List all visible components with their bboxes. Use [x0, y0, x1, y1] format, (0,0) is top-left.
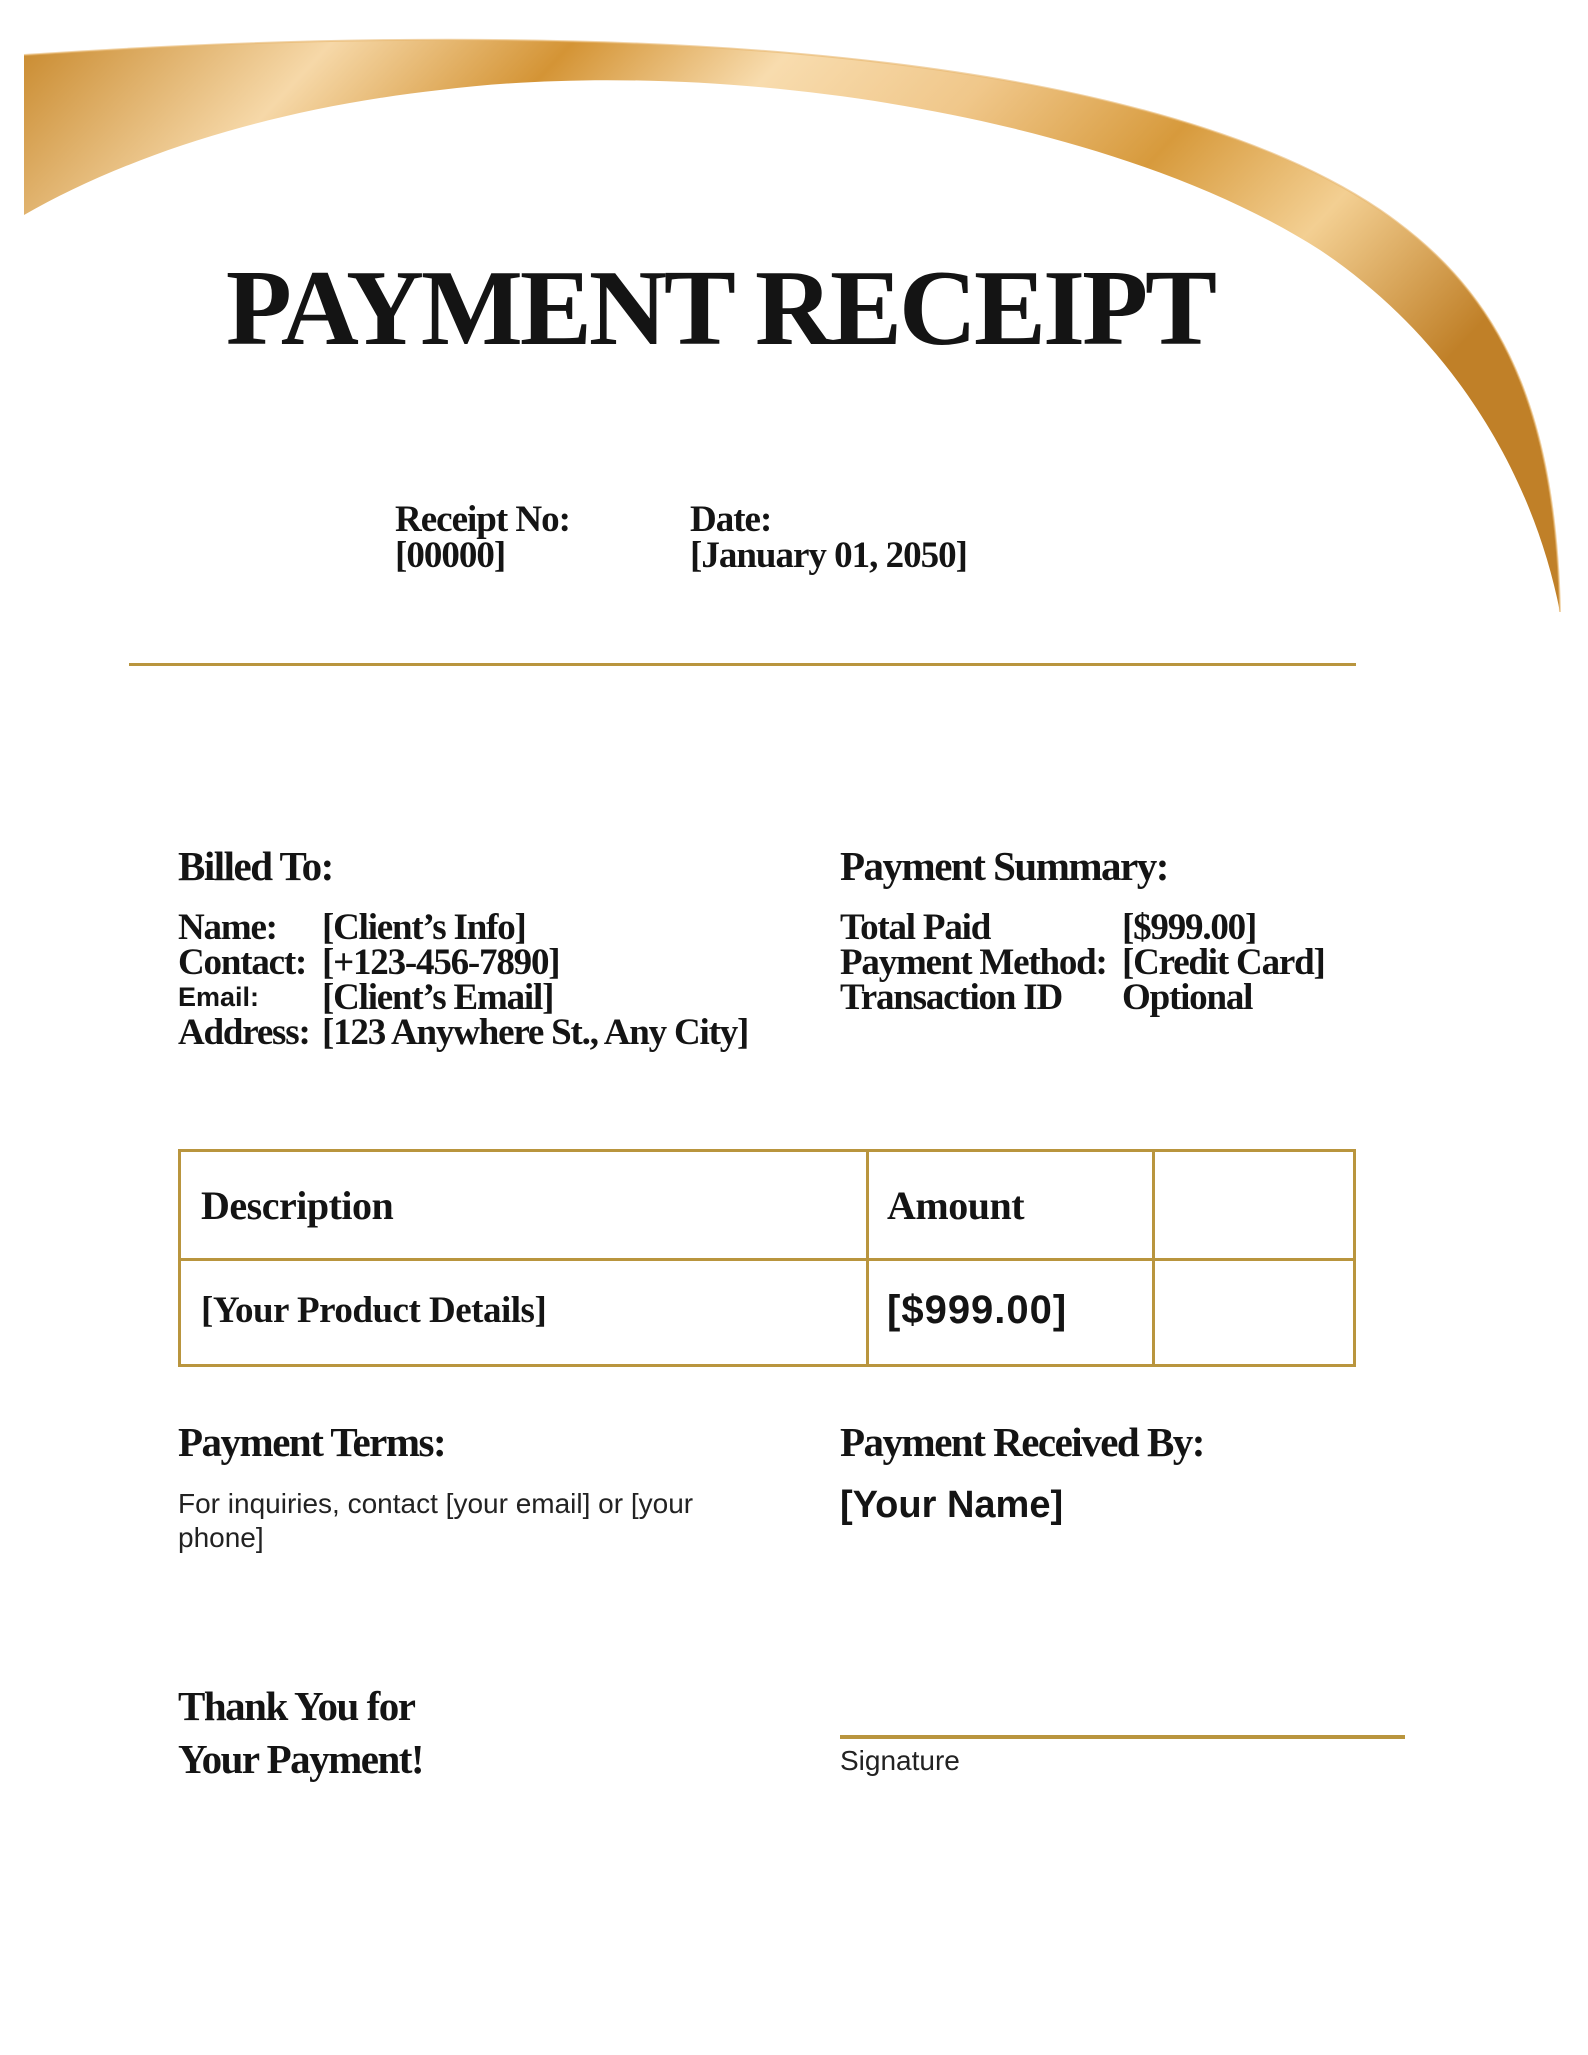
billed-email-row — [178, 977, 748, 1018]
billed-contact-label: Contact: — [178, 942, 307, 983]
thank-you-line-2: Your Payment! — [178, 1736, 424, 1782]
table-header-description: Description — [201, 1183, 394, 1228]
billed-name-row — [178, 907, 748, 948]
summary-total-label: Total Paid — [840, 907, 991, 948]
receipt-no-value: [00000] — [395, 535, 506, 576]
thank-you-line-1: Thank You for — [178, 1683, 415, 1729]
billed-address-label: Address: — [178, 1012, 310, 1053]
summary-total-row — [840, 907, 1325, 948]
summary-method-label: Payment Method: — [840, 942, 1107, 983]
table-header-amount: Amount — [887, 1183, 1025, 1228]
received-by-heading: Payment Received By: — [840, 1419, 1204, 1465]
table-cell-amount: [$999.00] — [887, 1288, 1068, 1332]
receipt-table — [178, 1149, 1356, 1367]
payment-summary-details — [840, 907, 1325, 1018]
billed-to-details — [178, 907, 749, 1053]
billed-address-row — [178, 1012, 749, 1053]
summary-transaction-value: Optional — [1122, 977, 1253, 1018]
date-value: [January 01, 2050] — [690, 535, 967, 576]
table-cell-description: [Your Product Details] — [201, 1290, 547, 1331]
date-label: Date: — [690, 499, 772, 540]
summary-transaction-row — [840, 977, 1325, 1018]
summary-transaction-label: Transaction ID — [840, 977, 1063, 1018]
billed-to-heading: Billed To: — [178, 843, 333, 889]
billed-contact-value: [+123-456-7890] — [322, 942, 560, 983]
receipt-no-label: Receipt No: — [395, 499, 570, 540]
billed-email-value: [Client’s Email] — [322, 977, 554, 1018]
billed-email-label: Email: — [178, 982, 260, 1012]
payment-terms-text: For inquiries, contact [your email] or [your phone] — [178, 1488, 694, 1553]
summary-method-value: [Credit Card] — [1122, 942, 1325, 983]
billed-address-value: [123 Anywhere St., Any City] — [322, 1012, 749, 1053]
billed-name-value: [Client’s Info] — [322, 907, 526, 948]
table-row-divider — [181, 1258, 1353, 1261]
billed-name-label: Name: — [178, 907, 277, 948]
page-title: PAYMENT RECEIPT — [225, 249, 1215, 368]
received-by-name: [Your Name] — [840, 1484, 1064, 1526]
receipt-no-block — [395, 499, 570, 576]
summary-method-row — [840, 942, 1325, 983]
payment-summary-heading: Payment Summary: — [840, 843, 1168, 889]
date-block — [690, 499, 967, 576]
signature-label: Signature — [840, 1745, 960, 1776]
signature-line — [840, 1735, 1405, 1739]
header-divider — [129, 663, 1356, 666]
thank-you-note — [178, 1680, 423, 1786]
summary-total-value: [$999.00] — [1122, 907, 1257, 948]
payment-terms-heading: Payment Terms: — [178, 1419, 446, 1465]
billed-contact-row — [178, 942, 748, 983]
